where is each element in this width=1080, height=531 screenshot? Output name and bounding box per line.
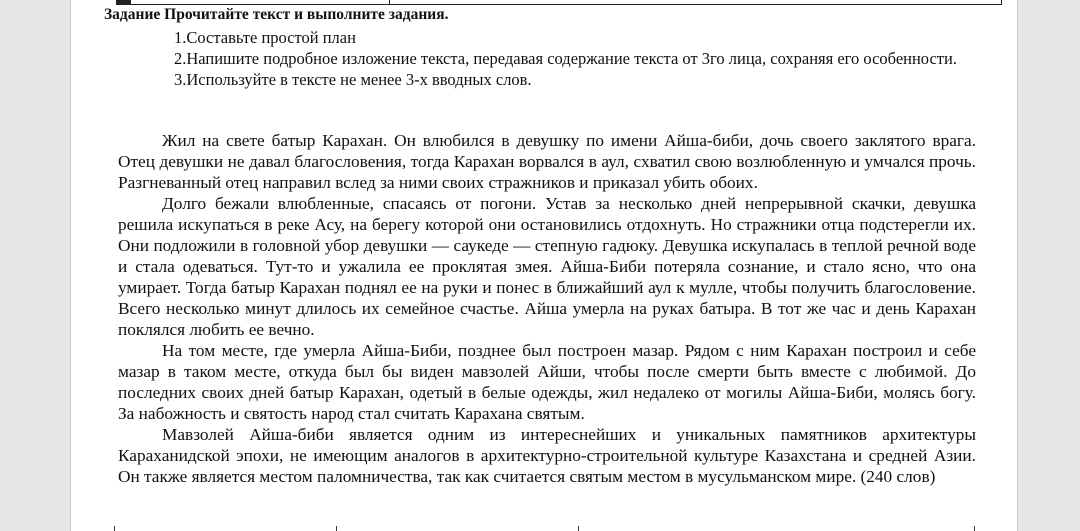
- task-item-1: 1.Составьте простой план: [174, 28, 356, 47]
- table-fragment: [116, 0, 1002, 5]
- document-page: [70, 0, 1018, 531]
- task-title: Задание Прочитайте текст и выполните задания.: [104, 6, 449, 23]
- table-cell-divider: [389, 0, 390, 4]
- paragraph-2: Долго бежали влюбленные, спасаясь от погони. Устав за несколько дней непрерывной скачки, девушка решила искупаться в реке Асу, на берегу которой они остановились отдохнуть. Но стражники отца подстерегли их. Они подложили в головной убор девушки — саукеде — степную гадюку. Девушка искупалась в теплой речной воде и стала одеваться. Тут-то и ужалила ее проклятая змея. Айша-Биби потеряла сознание, и стало ясно, что она умирает. Тогда батыр Карахан поднял ее на руки и понес в ближайший аул к мулле, чтобы получить благословение. Всего несколько минут длилось их семейное счастье. Айша умерла на руках батыра. В тот же час и день Карахан поклялся любить ее вечно.: [118, 194, 976, 339]
- story-text: [118, 130, 976, 487]
- page-bottom-marks: [114, 526, 974, 531]
- task-item-3: 3.Используйте в тексте не менее 3-х вводных слов.: [174, 70, 532, 89]
- paragraph-1: Жил на свете батыр Карахан. Он влюбился в девушку по имени Айша-биби, дочь своего заклятого врага. Отец девушки не давал благословения, тогда Карахан ворвался в аул, схватил свою возлюбленную и умчался прочь. Разгневанный отец направил вслед за ними своих стражников и приказал убить обоих.: [118, 131, 976, 192]
- task-item-2: 2.Напишите подробное изложение текста, передавая содержание текста от 3го лица, сохраняя его особенности.: [174, 49, 957, 68]
- paragraph-3: На том месте, где умерла Айша-Биби, позднее был построен мазар. Рядом с ним Карахан построил и себе мазар в таком месте, откуда был бы виден мавзолей Айши, чтобы после смерти быть вместе с любимой. До последних своих дней батыр Карахан, одетый в белые одежды, жил недалеко от могилы Айша-Биби, молясь богу. За набожность и святость народ стал считать Карахана святым.: [118, 341, 976, 423]
- task-list: [174, 27, 990, 90]
- paragraph-4: Мавзолей Айша-биби является одним из интереснейших и уникальных памятников архитектуры Караханидской эпохи, не имеющим аналогов в архитектурно-строительной культуре Казахстана и средней Азии. Он также является местом паломничества, так как считается святым местом в мусульманском мире. (240 слов): [118, 425, 976, 486]
- table-cell-fill: [117, 0, 131, 4]
